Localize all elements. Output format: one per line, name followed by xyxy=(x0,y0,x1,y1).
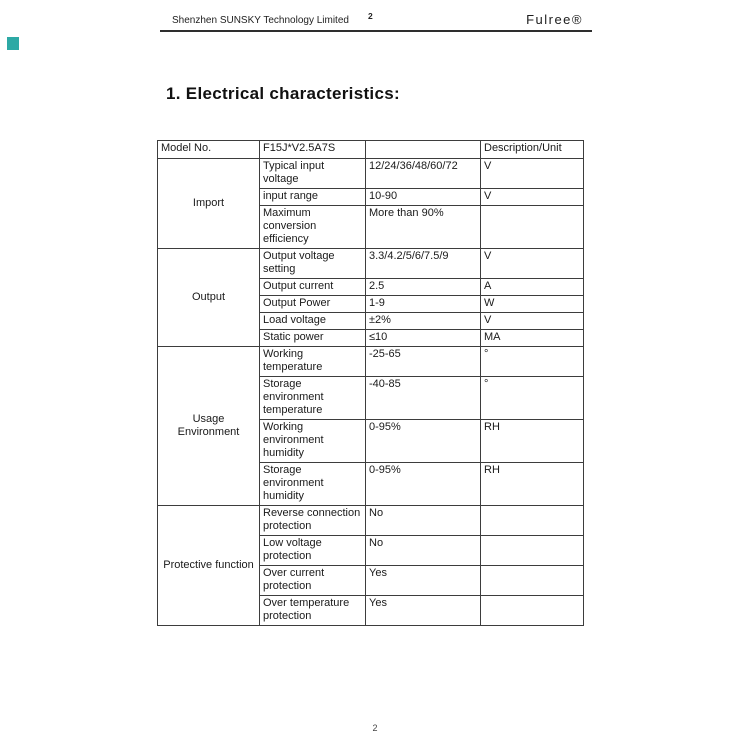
teal-corner-mark xyxy=(7,37,19,50)
table-row xyxy=(158,347,584,377)
value-cell: ≤10 xyxy=(366,330,481,347)
param-cell: Load voltage xyxy=(260,313,366,330)
group-label-usage-environment: Usage Environment xyxy=(158,347,260,506)
value-cell: 0-95% xyxy=(366,463,481,506)
value-cell: 10-90 xyxy=(366,189,481,206)
value-cell: Yes xyxy=(366,566,481,596)
param-cell: Working environment humidity xyxy=(260,420,366,463)
value-cell: 0-95% xyxy=(366,420,481,463)
unit-cell xyxy=(481,506,584,536)
param-cell: Typical input voltage xyxy=(260,159,366,189)
table-row xyxy=(158,506,584,536)
unit-cell: V xyxy=(481,313,584,330)
value-cell: 2.5 xyxy=(366,279,481,296)
header-desc-unit: Description/Unit xyxy=(481,141,584,159)
header-page-ref: 2 xyxy=(368,11,373,21)
spec-table xyxy=(157,140,584,626)
header-divider xyxy=(160,30,592,32)
param-cell: Storage environment humidity xyxy=(260,463,366,506)
header-model-label: Model No. xyxy=(158,141,260,159)
unit-cell: W xyxy=(481,296,584,313)
unit-cell xyxy=(481,536,584,566)
param-cell: Output Power xyxy=(260,296,366,313)
unit-cell xyxy=(481,206,584,249)
unit-cell: V xyxy=(481,159,584,189)
param-cell: Maximum conversion efficiency xyxy=(260,206,366,249)
value-cell: -40-85 xyxy=(366,377,481,420)
unit-cell: V xyxy=(481,249,584,279)
value-cell: More than 90% xyxy=(366,206,481,249)
header-model-value: F15J*V2.5A7S xyxy=(260,141,366,159)
value-cell: Yes xyxy=(366,596,481,626)
value-cell: 3.3/4.2/5/6/7.5/9 xyxy=(366,249,481,279)
header-company-name: Shenzhen SUNSKY Technology Limited xyxy=(172,15,349,26)
value-cell: 1-9 xyxy=(366,296,481,313)
unit-cell: RH xyxy=(481,463,584,506)
value-cell: -25-65 xyxy=(366,347,481,377)
footer-page-number: 2 xyxy=(372,723,378,733)
param-cell: input range xyxy=(260,189,366,206)
param-cell: Working temperature xyxy=(260,347,366,377)
unit-cell: ° xyxy=(481,377,584,420)
unit-cell xyxy=(481,596,584,626)
unit-cell xyxy=(481,566,584,596)
table-row xyxy=(158,159,584,189)
param-cell: Storage environment temperature xyxy=(260,377,366,420)
param-cell: Low voltage protection xyxy=(260,536,366,566)
param-cell: Over temperature protection xyxy=(260,596,366,626)
value-cell: 12/24/36/48/60/72 xyxy=(366,159,481,189)
group-label-output: Output xyxy=(158,249,260,347)
group-label-import: Import xyxy=(158,159,260,249)
section-title: 1. Electrical characteristics: xyxy=(166,84,400,103)
unit-cell: MA xyxy=(481,330,584,347)
param-cell: Output current xyxy=(260,279,366,296)
table-row xyxy=(158,249,584,279)
table-header-row xyxy=(158,141,584,159)
param-cell: Reverse connection protection xyxy=(260,506,366,536)
value-cell: ±2% xyxy=(366,313,481,330)
param-cell: Static power xyxy=(260,330,366,347)
unit-cell: V xyxy=(481,189,584,206)
group-label-protective-function: Protective function xyxy=(158,506,260,626)
param-cell: Over current protection xyxy=(260,566,366,596)
unit-cell: RH xyxy=(481,420,584,463)
unit-cell: A xyxy=(481,279,584,296)
unit-cell: ° xyxy=(481,347,584,377)
value-cell: No xyxy=(366,506,481,536)
header-empty-cell xyxy=(366,141,481,159)
value-cell: No xyxy=(366,536,481,566)
header-brand-logo: Fulree® xyxy=(526,12,583,27)
param-cell: Output voltage setting xyxy=(260,249,366,279)
